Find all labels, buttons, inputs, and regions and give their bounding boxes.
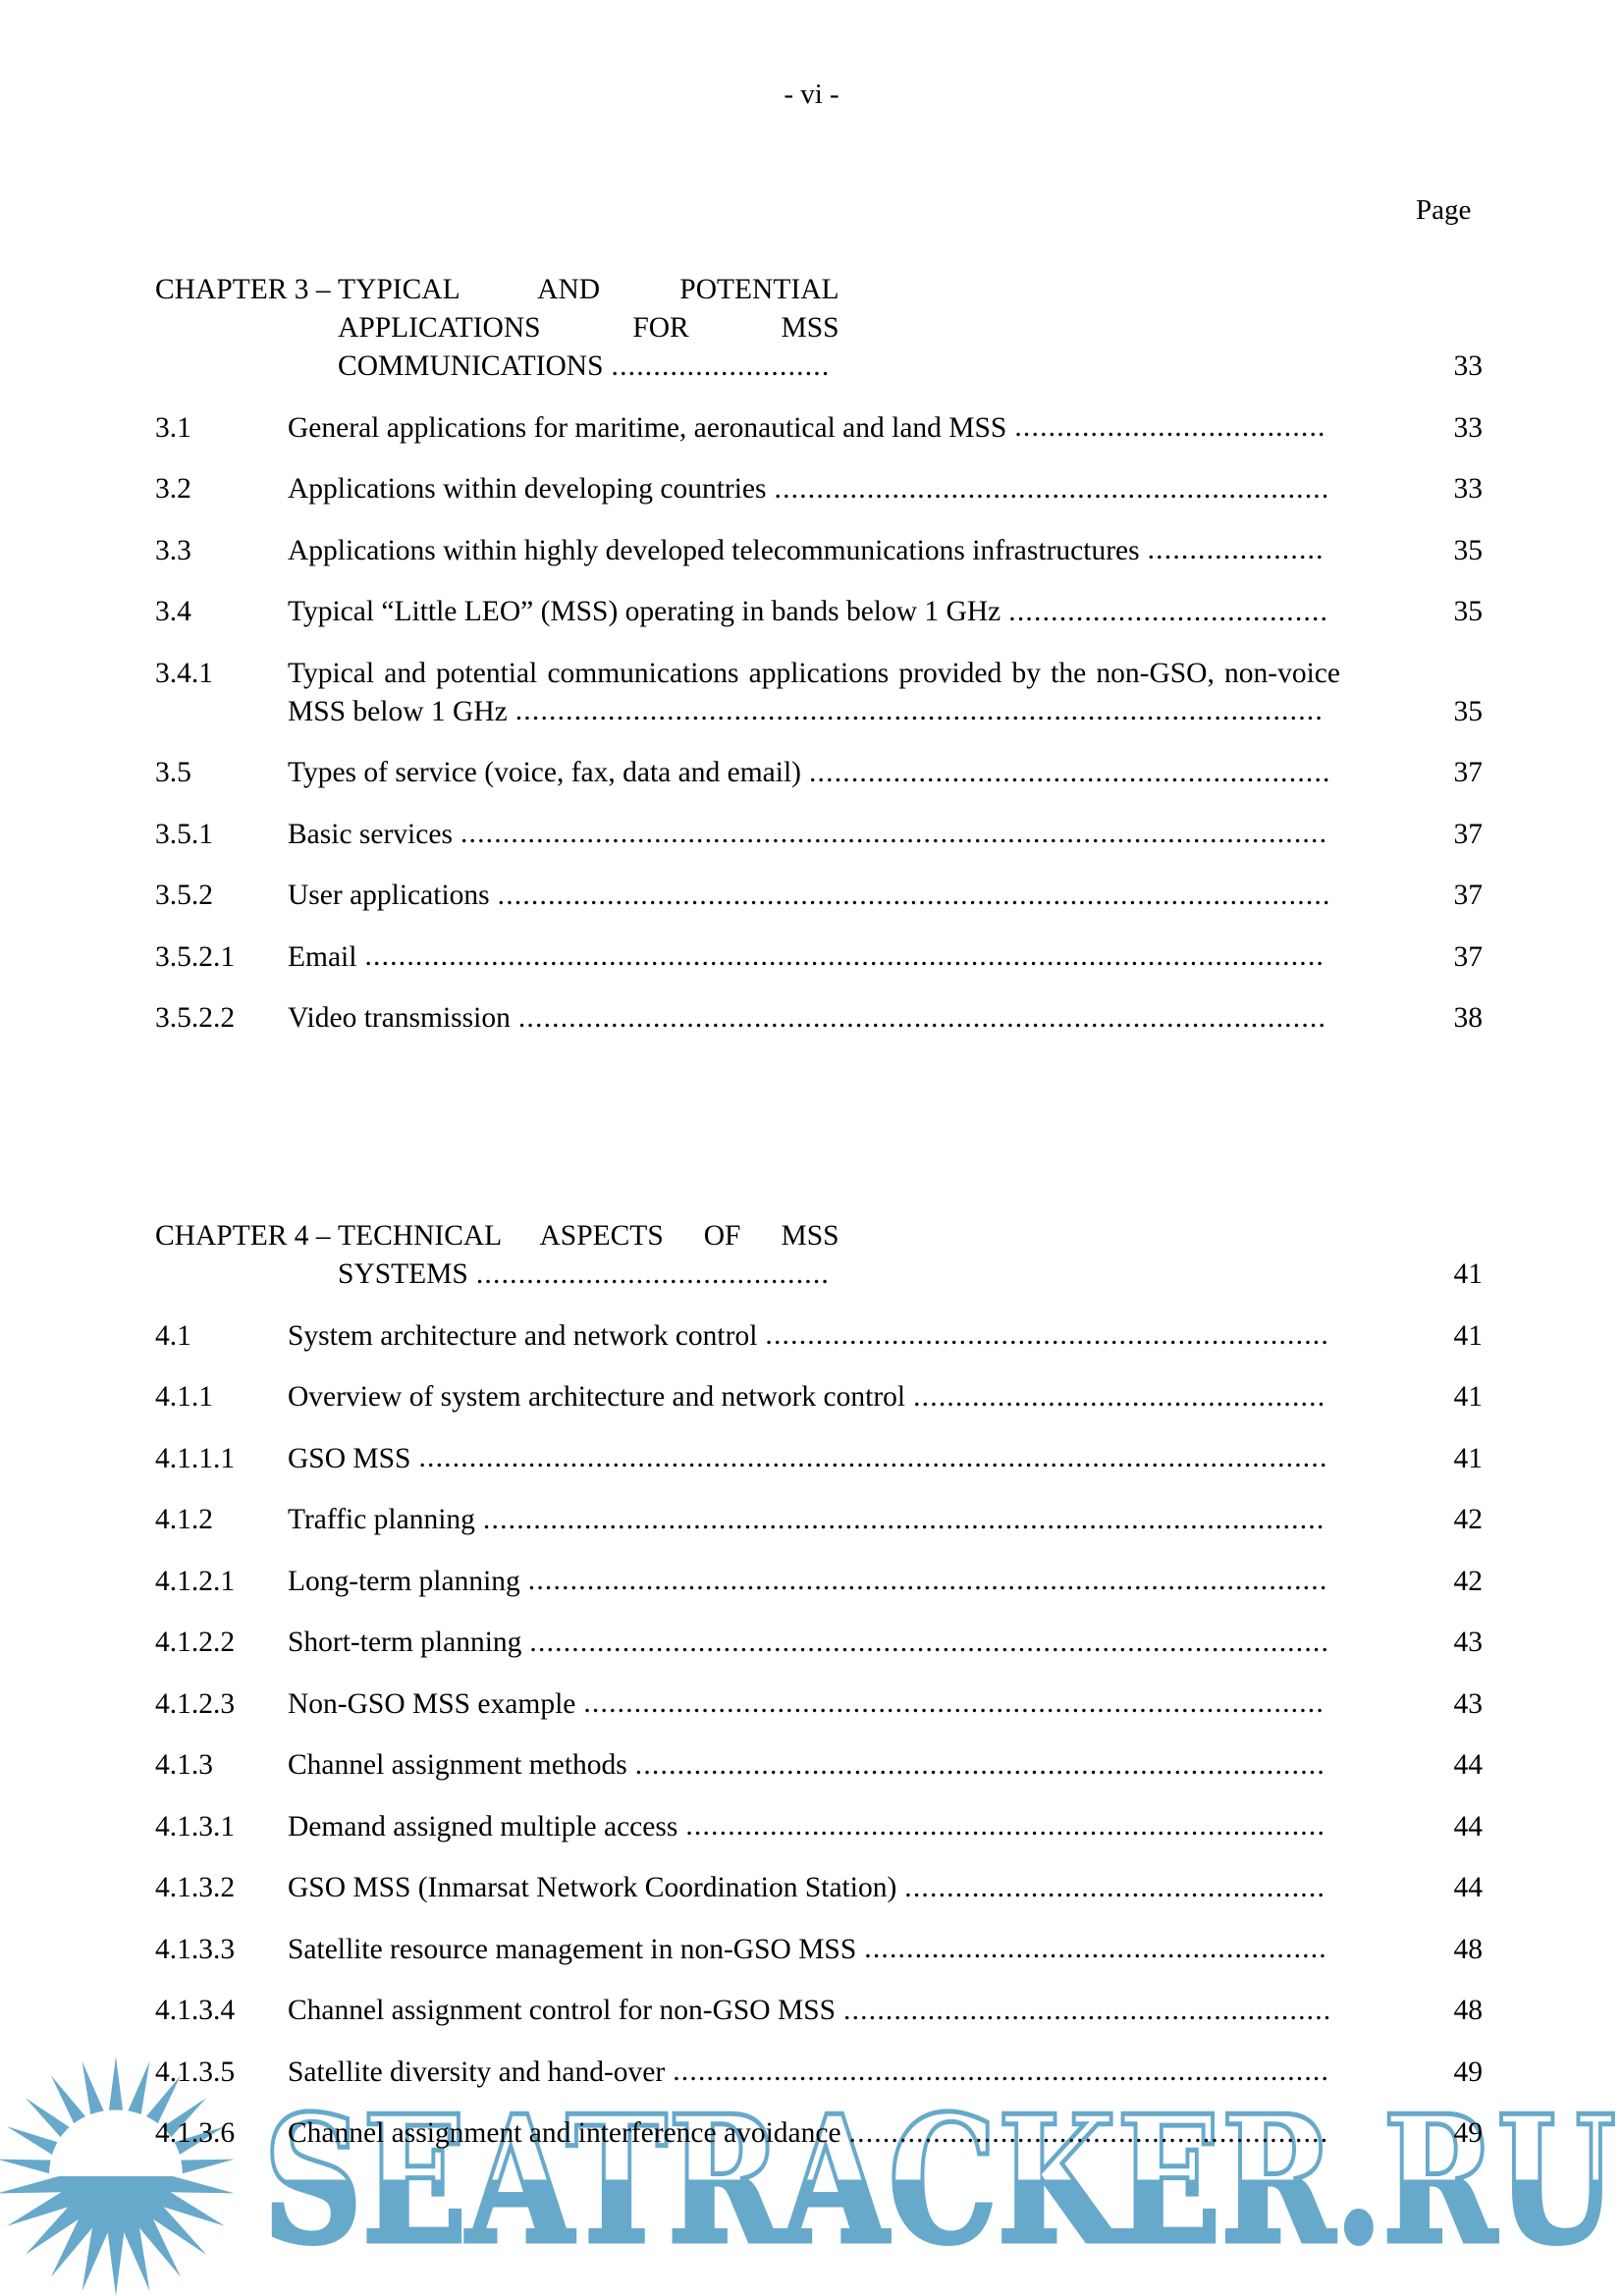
- entry-page-number: 44: [1453, 1749, 1483, 1781]
- dot-leader: ..................................................................................: [634, 1748, 1325, 1781]
- toc-entry[interactable]: [155, 1746, 1483, 1785]
- chapter-label: CHAPTER 3 –: [155, 274, 339, 305]
- toc-entry[interactable]: [155, 754, 1483, 792]
- entry-title-cell: [288, 593, 1340, 631]
- entry-title-cell: [338, 271, 839, 386]
- entry-title-cell: [288, 999, 1340, 1038]
- entry-number: 4.1.3: [155, 1749, 213, 1781]
- toc-entry[interactable]: [155, 1440, 1483, 1478]
- entry-title-cell: [288, 938, 1340, 977]
- entry-title-cell: [288, 655, 1340, 731]
- entry-title[interactable]: GSO MSS (Inmarsat Network Coordination Station): [288, 1872, 897, 1903]
- entry-page-number: 33: [1453, 411, 1483, 444]
- entry-number: 4.1.3.4: [155, 1995, 236, 2026]
- dot-leader: ................................................................................................: [517, 1001, 1327, 1034]
- entry-title[interactable]: System architecture and network control: [288, 1319, 758, 1352]
- toc-entry[interactable]: [155, 655, 1483, 731]
- dot-leader: ..........................................: [475, 1257, 830, 1290]
- entry-title-cell: [288, 816, 1340, 854]
- chapter-heading[interactable]: [155, 1217, 1483, 1294]
- entry-title[interactable]: Short-term planning: [288, 1627, 522, 1658]
- entry-number: 4.1.3.5: [155, 2056, 236, 2088]
- dot-leader: ............................................................................: [685, 1810, 1326, 1842]
- entry-page-number: 41: [1453, 1442, 1483, 1474]
- entry-page-number: 49: [1453, 2056, 1483, 2088]
- entry-number: 3.3: [155, 534, 191, 566]
- entry-number: 3.4.1: [155, 657, 213, 689]
- chapter-label: CHAPTER 4 –: [155, 1220, 339, 1252]
- entry-number: 4.1.2.1: [155, 1565, 236, 1597]
- entry-number: 4.1.2.3: [155, 1687, 236, 1720]
- toc-entry[interactable]: [155, 593, 1483, 631]
- toc-entry[interactable]: [155, 816, 1483, 854]
- entry-title[interactable]: Email: [288, 940, 357, 973]
- toc-entry[interactable]: [155, 877, 1483, 915]
- dot-leader: .....................: [1147, 534, 1325, 565]
- entry-title[interactable]: Types of service (voice, fax, data and email): [288, 757, 801, 788]
- entry-title[interactable]: Long-term planning: [288, 1565, 520, 1597]
- dot-leader: ..................................................................: [774, 472, 1330, 505]
- entry-page-number: 49: [1453, 2117, 1483, 2149]
- dot-leader: ..............................................................................: [673, 2056, 1330, 2087]
- toc-entry[interactable]: [155, 938, 1483, 977]
- dot-leader: ........................................................................................: [583, 1687, 1325, 1719]
- entry-number: 3.5: [155, 757, 191, 788]
- dot-leader: ...................................................................: [765, 1319, 1329, 1351]
- toc-entry[interactable]: [155, 1685, 1483, 1724]
- entry-number: 4.1: [155, 1319, 191, 1352]
- toc-entry[interactable]: [155, 2114, 1483, 2153]
- toc-entry[interactable]: [155, 1317, 1483, 1356]
- entry-title[interactable]: TECHNICAL ASPECTS OF MSS SYSTEMS: [338, 1220, 839, 1290]
- dot-leader: .......................................................: [864, 1933, 1327, 1964]
- entry-number: 3.4: [155, 596, 191, 627]
- entry-page-number: 43: [1453, 1687, 1483, 1720]
- entry-title-cell: [288, 1624, 1340, 1662]
- entry-title-cell: [288, 1746, 1340, 1785]
- entry-title[interactable]: General applications for maritime, aeronautical and land MSS: [288, 411, 1007, 444]
- entry-title-cell: [288, 470, 1340, 508]
- toc-entry[interactable]: [155, 1378, 1483, 1416]
- entry-page-number: 38: [1453, 1002, 1483, 1034]
- toc-section-chapter-3: [155, 271, 1483, 1061]
- entry-title-cell: [288, 1869, 1340, 1907]
- entry-number: 3.2: [155, 473, 191, 505]
- entry-page-number: 41: [1453, 1258, 1484, 1290]
- entry-title-cell: [288, 877, 1340, 915]
- entry-number: 4.1.3.3: [155, 1933, 236, 1965]
- entry-title-cell: [288, 1440, 1340, 1478]
- dot-leader: ............................................................................................................: [418, 1442, 1328, 1473]
- toc-entry[interactable]: [155, 999, 1483, 1038]
- entry-title[interactable]: Typical “Little LEO” (MSS) operating in bands below 1 GHz: [288, 596, 1001, 627]
- dot-leader: ......................................: [1008, 595, 1329, 627]
- toc-entry[interactable]: [155, 2054, 1483, 2092]
- toc-entry[interactable]: [155, 470, 1483, 508]
- entry-title-cell: [288, 1378, 1340, 1416]
- entry-title[interactable]: Satellite resource management in non-GSO MSS: [288, 1933, 857, 1965]
- entry-page-number: 42: [1453, 1565, 1483, 1597]
- toc-entry[interactable]: [155, 1931, 1483, 1969]
- entry-title[interactable]: User applications: [288, 880, 490, 911]
- entry-title-cell: [288, 532, 1340, 570]
- page-column-label: Page: [1416, 194, 1472, 226]
- entry-title[interactable]: Channel assignment control for non-GSO MSS: [288, 1995, 837, 2026]
- entry-number: 3.1: [155, 411, 191, 444]
- dot-leader: ...............................................................................................: [529, 1626, 1330, 1658]
- entry-number: 3.5.2.2: [155, 1002, 236, 1034]
- entry-title[interactable]: GSO MSS: [288, 1442, 411, 1474]
- dot-leader: .....................................: [1014, 411, 1326, 443]
- entry-number: 4.1.3.2: [155, 1872, 236, 1903]
- entry-page-number: 37: [1453, 940, 1483, 973]
- toc-entry[interactable]: [155, 1869, 1483, 1907]
- dot-leader: ..............................................................: [808, 756, 1331, 788]
- dot-leader: ....................................................................................................: [482, 1503, 1325, 1535]
- watermark-text: SEATRACKER.RU: [263, 2077, 1616, 2282]
- chapter-heading[interactable]: [155, 271, 1483, 386]
- dot-leader: .................................................: [913, 1380, 1326, 1413]
- dot-leader: ..........................................................: [843, 1994, 1332, 2026]
- dot-leader: .......................................................................................................: [460, 818, 1328, 849]
- entry-title-cell: [288, 1931, 1340, 1969]
- entry-title[interactable]: Typical and potential communications applications provided by the non-GSO, non-voice MSS below 1 GHz: [288, 657, 1340, 727]
- entry-number: 4.1.2.2: [155, 1627, 236, 1658]
- entry-title-cell: [288, 1808, 1340, 1846]
- page-number: - vi -: [784, 79, 839, 110]
- entry-page-number: 48: [1453, 1933, 1483, 1965]
- entry-title[interactable]: Channel assignment methods: [288, 1749, 627, 1781]
- entry-title-cell: [288, 1685, 1340, 1724]
- toc-entry[interactable]: [155, 1563, 1483, 1601]
- entry-title-cell: [338, 1217, 839, 1294]
- entry-title-cell: [288, 2054, 1340, 2092]
- entry-title[interactable]: Video transmission: [288, 1002, 511, 1034]
- entry-page-number: 44: [1453, 1872, 1483, 1903]
- entry-page-number: 33: [1453, 473, 1483, 505]
- entry-page-number: 33: [1453, 350, 1484, 382]
- entry-page-number: 41: [1453, 1381, 1483, 1413]
- toc-entry[interactable]: [155, 1501, 1483, 1539]
- entry-title-cell: [288, 1501, 1340, 1539]
- toc-entry[interactable]: [155, 1624, 1483, 1662]
- entry-number: 3.5.2: [155, 880, 213, 911]
- entry-title-cell: [288, 2114, 1340, 2153]
- toc-entry[interactable]: [155, 532, 1483, 570]
- entry-number: 4.1.3.6: [155, 2117, 236, 2149]
- dot-leader: ..........................: [611, 349, 831, 382]
- entry-number: 4.1.3.1: [155, 1810, 236, 1842]
- entry-number: 4.1.1: [155, 1381, 213, 1413]
- dot-leader: ................................................................................................: [514, 695, 1324, 726]
- entry-title[interactable]: Satellite diversity and hand-over: [288, 2056, 666, 2088]
- entry-page-number: 37: [1453, 757, 1483, 788]
- entry-page-number: 41: [1453, 1319, 1483, 1352]
- entry-page-number: 43: [1453, 1627, 1483, 1658]
- entry-number: 4.1.2: [155, 1504, 213, 1535]
- entry-page-number: 48: [1453, 1995, 1483, 2026]
- dot-leader: ..................................................................................................................: [364, 940, 1325, 972]
- entry-title[interactable]: Channel assignment and interference avoidance: [288, 2117, 841, 2149]
- dot-leader: .........................................................: [848, 2116, 1329, 2149]
- entry-title[interactable]: Overview of system architecture and network control: [288, 1381, 906, 1413]
- toc-section-chapter-4: [155, 1217, 1483, 2176]
- entry-page-number: 42: [1453, 1504, 1483, 1535]
- dot-leader: ...............................................................................................: [527, 1565, 1328, 1596]
- entry-page-number: 37: [1453, 880, 1483, 911]
- toc-entry[interactable]: [155, 1808, 1483, 1846]
- entry-title[interactable]: Applications within developing countries: [288, 473, 767, 505]
- dot-leader: ..................................................: [904, 1871, 1326, 1903]
- entry-title[interactable]: Basic services: [288, 818, 453, 850]
- entry-page-number: 37: [1453, 818, 1483, 850]
- entry-page-number: 44: [1453, 1810, 1483, 1842]
- entry-title[interactable]: Non-GSO MSS example: [288, 1687, 576, 1720]
- entry-title-cell: [288, 1992, 1340, 2030]
- entry-title[interactable]: Traffic planning: [288, 1504, 475, 1535]
- entry-page-number: 35: [1453, 695, 1483, 727]
- entry-title-cell: [288, 1563, 1340, 1601]
- entry-page-number: 35: [1453, 596, 1483, 627]
- entry-title[interactable]: TYPICAL AND POTENTIAL APPLICATIONS FOR MSS COMMUNICATIONS: [338, 274, 839, 382]
- toc-entry[interactable]: [155, 409, 1483, 448]
- entry-page-number: 35: [1453, 534, 1483, 566]
- entry-title-cell: [288, 754, 1340, 792]
- entry-title[interactable]: Demand assigned multiple access: [288, 1810, 678, 1842]
- entry-title-cell: [288, 1317, 1340, 1356]
- dot-leader: ...................................................................................................: [497, 879, 1331, 911]
- entry-title[interactable]: Applications within highly developed telecommunications infrastructures: [288, 534, 1140, 566]
- entry-title-cell: [288, 409, 1340, 448]
- entry-number: 3.5.1: [155, 818, 213, 850]
- entry-number: 3.5.2.1: [155, 940, 236, 973]
- entry-number: 4.1.1.1: [155, 1442, 236, 1474]
- toc-entry[interactable]: [155, 1992, 1483, 2030]
